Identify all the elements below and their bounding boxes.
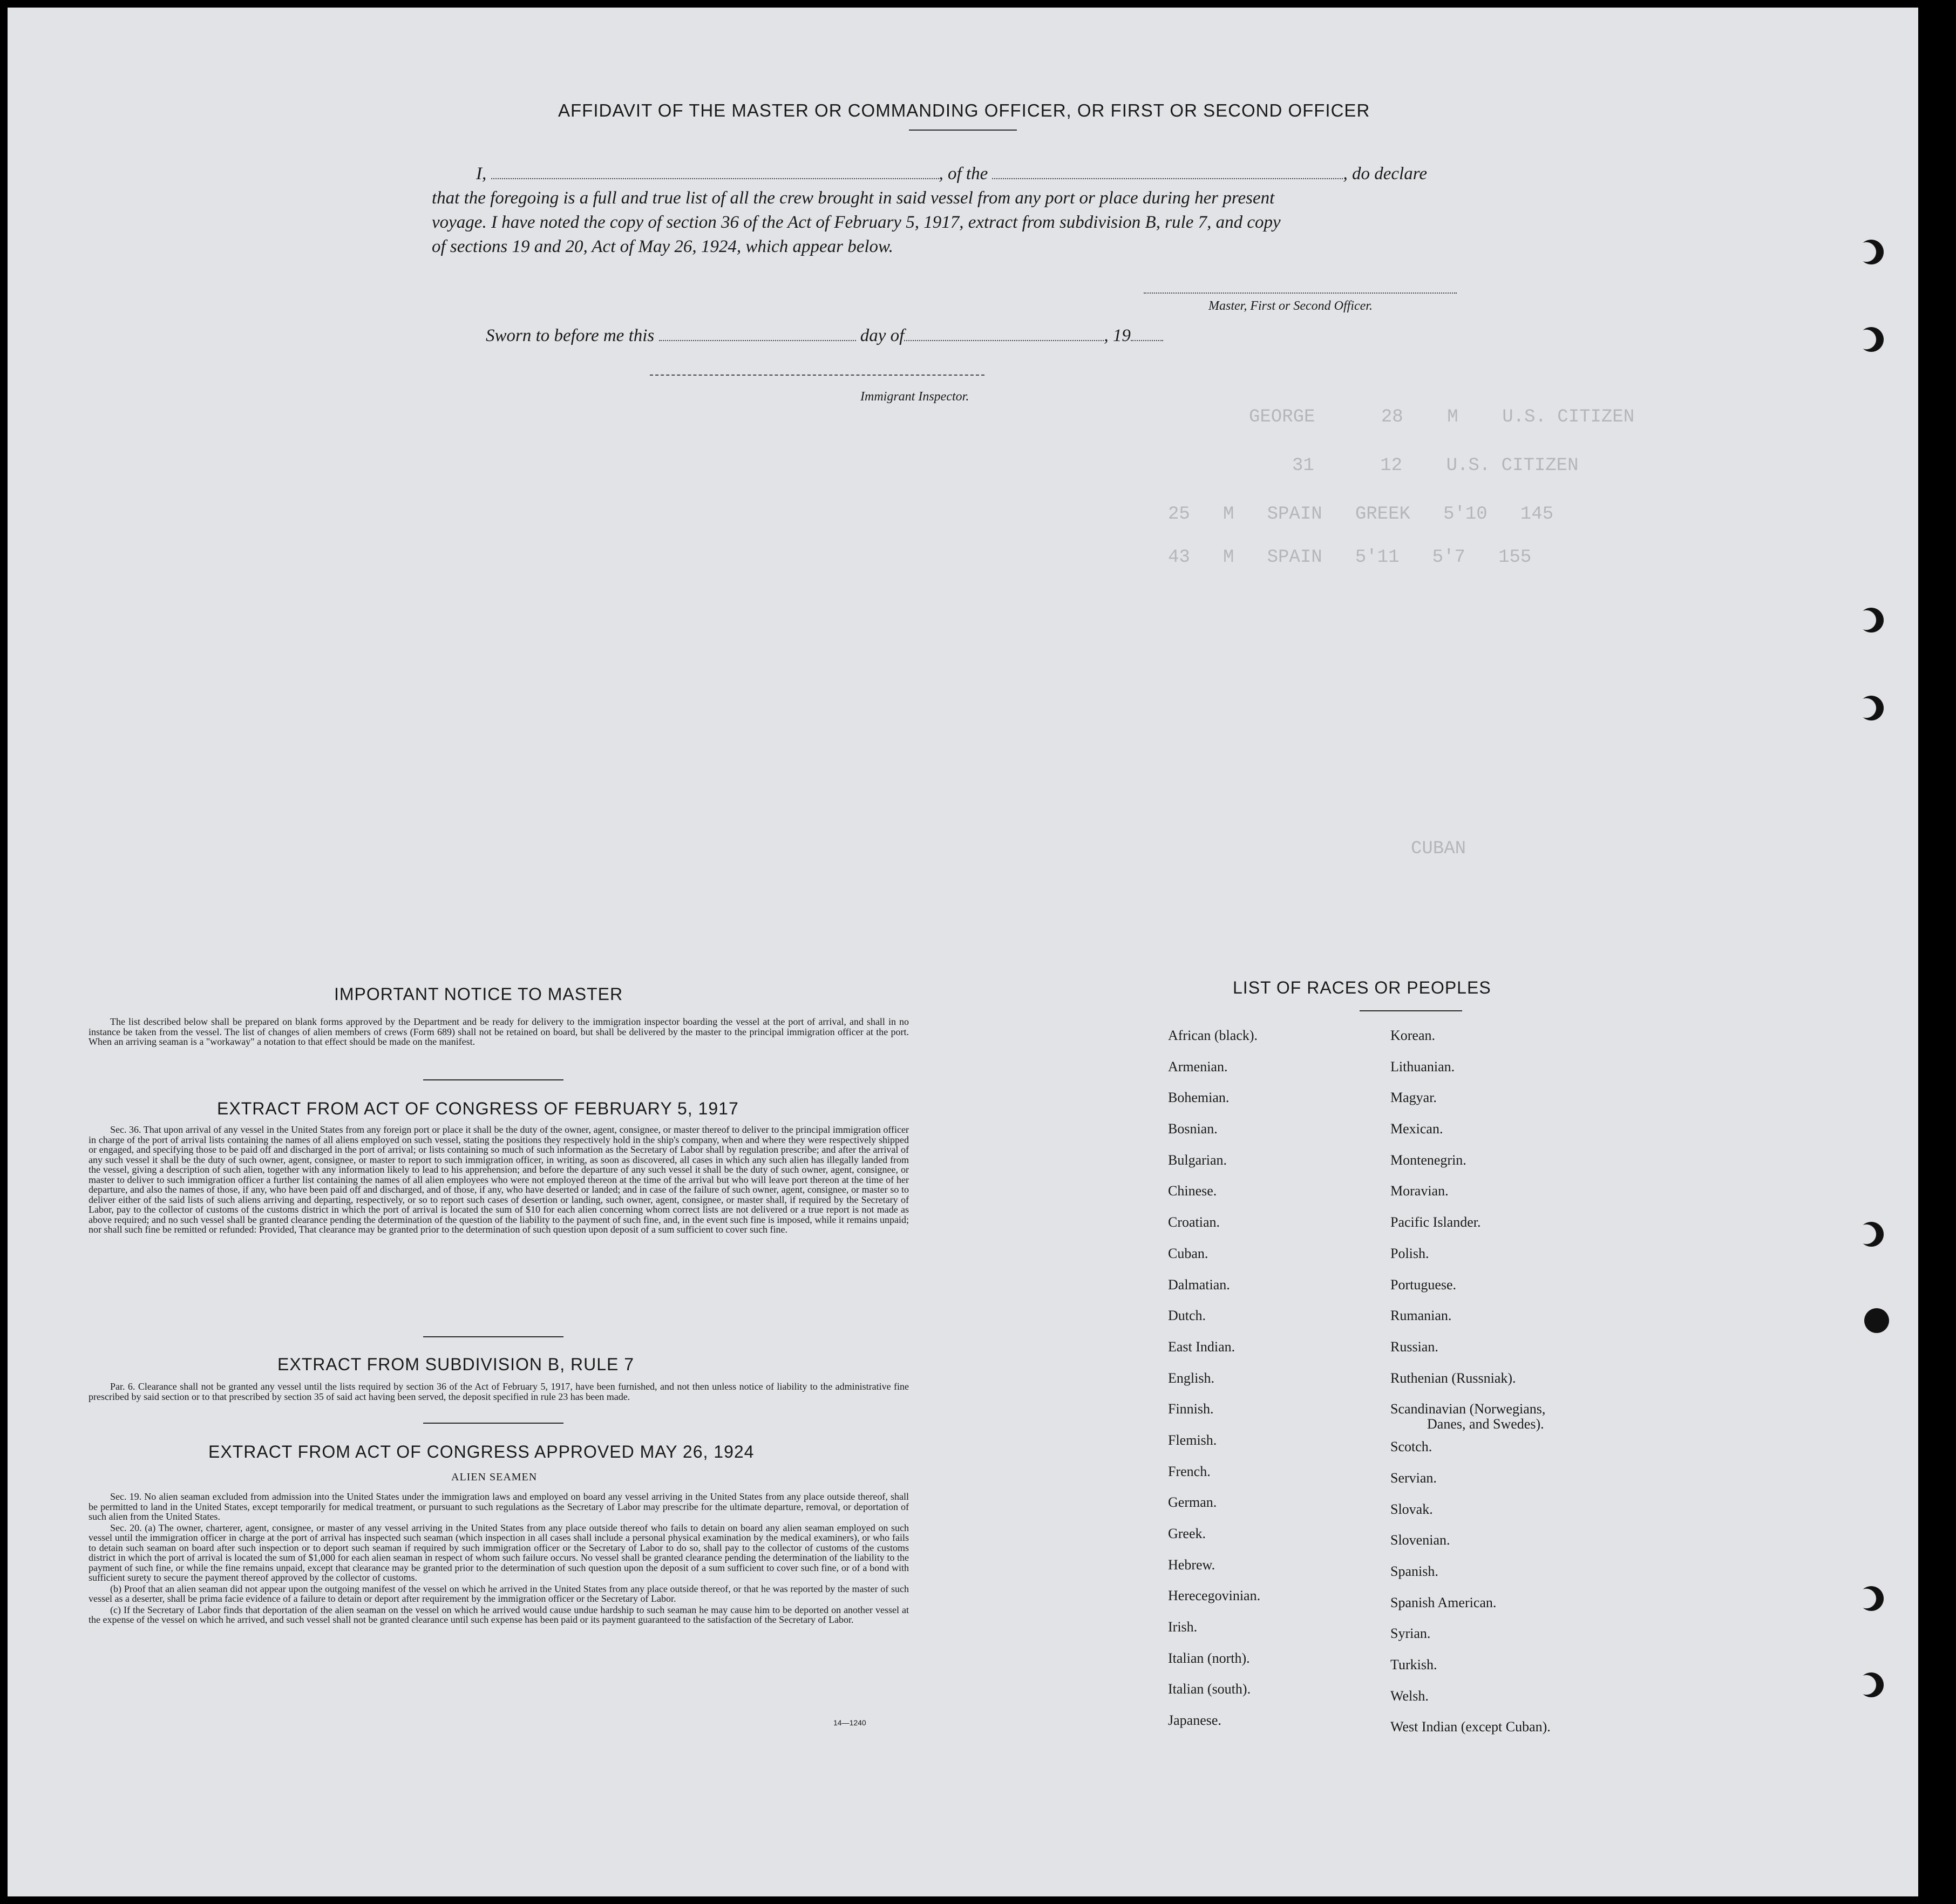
race-item: Turkish. bbox=[1390, 1657, 1437, 1673]
section-rule bbox=[423, 1079, 563, 1080]
section-20a-paragraph: Sec. 20. (a) The owner, charterer, agent, consignee, or master of any vessel arriving in the United States from any place outside thereof who fails to detain on board any alien seaman employed on such vessel until the immigration officer in charge at the port of arrival has inspected such seaman (which inspection in all cases shall include a personal physical examination by the medical examiners), or who fails to detain such seaman on board after such inspection or to deport such seaman if required by such immigration officer or the Secretary of Labor to do so, shall pay to the collector of customs of the customs district in which the port of arrival is located the sum of $1,000 for each alien seaman in respect of whom such failure occurs. No vessel shall be granted clearance pending the determination of the liability to the payment of such fine, or while the fine remains unpaid, except that clearance may be granted prior to the determination of such question upon the deposit of a sum sufficient to cover such fine, or of a bond with sufficient surety to secure the payment thereof approved by the collector of customs. bbox=[89, 1522, 909, 1583]
section-19-paragraph: Sec. 19. No alien seaman excluded from admission into the United States under the immigration laws and employed on board any vessel arriving in the United States from any place outside thereof, shall be permitted to land in the United States, except temporarily for medical treatment, or pursuant to such regulations as the Secretary of Labor may prescribe for the ultimate departure, removal, or deportation of such alien from the United States. bbox=[89, 1491, 909, 1522]
declarant-name-field[interactable] bbox=[491, 178, 939, 179]
extract-rule7-text bbox=[89, 1382, 909, 1403]
race-item: Spanish American. bbox=[1390, 1594, 1497, 1610]
race-item: Lithuanian. bbox=[1390, 1058, 1455, 1075]
race-item: Italian (south). bbox=[1168, 1681, 1251, 1697]
race-item: Irish. bbox=[1168, 1619, 1198, 1635]
race-item: Bosnian. bbox=[1168, 1121, 1218, 1137]
sworn-year-field[interactable] bbox=[1131, 339, 1163, 341]
binder-hole bbox=[1859, 1586, 1884, 1611]
race-item: Slovenian. bbox=[1390, 1532, 1450, 1548]
race-item: Spanish. bbox=[1390, 1563, 1438, 1579]
race-item: Japanese. bbox=[1168, 1712, 1221, 1729]
day-of-label: day of bbox=[860, 326, 905, 345]
extract-1924-text bbox=[89, 1492, 909, 1626]
race-item: African (black). bbox=[1168, 1028, 1258, 1043]
document-page bbox=[8, 8, 1918, 1896]
section-20c-paragraph: (c) If the Secretary of Labor finds that deportation of the alien seaman on the vessel on which he arrived would cause undue hardship to such seaman he may cause him to be deported on another vessel at the expense of the vessel on which he arrived, and such vessel shall not be granted clearance until such expense has been paid or its payment guaranteed to the satisfaction of the Secretary of Labor. bbox=[89, 1604, 909, 1625]
sworn-month-field[interactable] bbox=[904, 339, 1104, 341]
races-title: LIST OF RACES OR PEOPLES bbox=[1233, 978, 1491, 997]
races-title-rule bbox=[1360, 1010, 1462, 1011]
binder-hole bbox=[1859, 1672, 1884, 1697]
race-item: Russian. bbox=[1390, 1338, 1438, 1355]
extract-1917-text bbox=[89, 1125, 909, 1236]
binder-hole bbox=[1859, 240, 1884, 264]
race-item: Herecegovinian. bbox=[1168, 1588, 1261, 1604]
race-item: Scotch. bbox=[1390, 1439, 1432, 1455]
vessel-name-field[interactable] bbox=[992, 178, 1343, 179]
notice-text bbox=[89, 1017, 909, 1048]
bleed-through-marks: GEORGE 28 M U.S. CITIZEN bbox=[1249, 407, 1635, 427]
race-item: Moravian. bbox=[1390, 1183, 1449, 1199]
section-rule bbox=[423, 1336, 563, 1337]
par-6-paragraph: Par. 6. Clearance shall not be granted any vessel until the lists required by section 36 of the Act of February 5, 1917, have been furnished, and not then unless notice of liability to the administrative fine prescribed by said section or to that prescribed by section 35 of said act having been served, the deposit specified in rule 23 has been made. bbox=[89, 1381, 909, 1402]
notice-paragraph: The list described below shall be prepared on blank forms approved by the Department and be ready for delivery to the immigration inspector boarding the vessel at the port of arrival, and shall in no instance be taken from the vessel. The list of changes of alien members of crews (Form 689) shall not be retained on board, but shall be delivered by the master to the principal immigration officer at the port. When an arriving seaman is a "workaway" a notation to that effect should be made on the manifest. bbox=[89, 1016, 909, 1047]
race-item: English. bbox=[1168, 1370, 1214, 1386]
binder-hole bbox=[1859, 327, 1884, 352]
binder-hole bbox=[1859, 608, 1884, 633]
section-20b-paragraph: (b) Proof that an alien seaman did not appear upon the outgoing manifest of the vessel on which he arrived in the United States from any place outside thereof, or that he was reported by the master of such vessel as a deserter, shall be prima facie evidence of a failure to detain or deport after requirement by the immigration officer or the Secretary of Labor. bbox=[89, 1583, 909, 1604]
race-item-continued: Danes, and Swedes). bbox=[1427, 1416, 1544, 1432]
race-item: Dalmatian. bbox=[1168, 1276, 1230, 1293]
affidavit-line-4: of sections 19 and 20, Act of May 26, 1924, which appear below. bbox=[432, 237, 893, 256]
race-item: Chinese. bbox=[1168, 1183, 1217, 1199]
race-item: Flemish. bbox=[1168, 1432, 1217, 1448]
title-rule bbox=[909, 130, 1017, 131]
race-item: Hebrew. bbox=[1168, 1556, 1215, 1573]
binder-hole bbox=[1859, 696, 1884, 720]
alien-seamen-subtitle: ALIEN SEAMEN bbox=[451, 1471, 538, 1483]
year-label: , 19 bbox=[1104, 326, 1131, 345]
race-item: Bulgarian. bbox=[1168, 1152, 1227, 1168]
sworn-line bbox=[486, 326, 1163, 346]
race-item: Mexican. bbox=[1390, 1121, 1443, 1137]
bleed-through-marks-5: CUBAN bbox=[1411, 839, 1466, 859]
race-item: Italian (north). bbox=[1168, 1650, 1250, 1666]
affidavit-line-3: voyage. I have noted the copy of section 36 of the Act of February 5, 1917, extract from subdivision B, rule 7, and copy bbox=[432, 213, 1281, 232]
race-item: Armenian. bbox=[1168, 1058, 1228, 1075]
declarant-prefix: I, bbox=[476, 164, 487, 183]
race-item: Ruthenian (Russniak). bbox=[1390, 1370, 1516, 1386]
race-item: Rumanian. bbox=[1390, 1308, 1452, 1324]
bleed-through-marks-2: 31 12 U.S. CITIZEN bbox=[1292, 455, 1579, 476]
inspector-signature-line[interactable] bbox=[650, 375, 984, 376]
sworn-label: Sworn to before me this bbox=[486, 326, 655, 345]
extract-1924-title: EXTRACT FROM ACT OF CONGRESS APPROVED MAY 26, 1924 bbox=[208, 1442, 755, 1461]
race-item: Pacific Islander. bbox=[1390, 1214, 1481, 1230]
inspector-signature-label: Immigrant Inspector. bbox=[860, 390, 969, 404]
race-item: Slovak. bbox=[1390, 1501, 1433, 1517]
race-item: Bohemian. bbox=[1168, 1090, 1230, 1106]
race-item: Polish. bbox=[1390, 1245, 1429, 1261]
race-item: French. bbox=[1168, 1463, 1211, 1479]
extract-1917-title: EXTRACT FROM ACT OF CONGRESS OF FEBRUARY 5, 1917 bbox=[217, 1099, 739, 1118]
race-item: Magyar. bbox=[1390, 1090, 1437, 1106]
affidavit-line-1 bbox=[476, 164, 1427, 184]
bleed-through-marks-4: 43 M SPAIN 5'11 5'7 155 bbox=[1168, 547, 1532, 568]
race-item: Korean. bbox=[1390, 1028, 1436, 1043]
race-item: German. bbox=[1168, 1494, 1217, 1511]
affidavit-title: AFFIDAVIT OF THE MASTER OR COMMANDING OFFICER, OR FIRST OR SECOND OFFICER bbox=[558, 100, 1370, 120]
race-item: Portuguese. bbox=[1390, 1276, 1457, 1293]
race-item: Syrian. bbox=[1390, 1626, 1431, 1642]
race-item: Servian. bbox=[1390, 1470, 1437, 1486]
of-the-label: , of the bbox=[939, 164, 988, 183]
do-declare-label: , do declare bbox=[1343, 164, 1427, 183]
race-item: West Indian (except Cuban). bbox=[1390, 1719, 1551, 1735]
binder-hole bbox=[1864, 1308, 1889, 1333]
bleed-through-marks-3: 25 M SPAIN GREEK 5'10 145 bbox=[1168, 504, 1554, 525]
master-signature-line[interactable] bbox=[1144, 293, 1457, 294]
form-number: 14—1240 bbox=[833, 1718, 866, 1727]
sworn-day-field[interactable] bbox=[659, 339, 856, 341]
race-item: East Indian. bbox=[1168, 1338, 1235, 1355]
race-item: Cuban. bbox=[1168, 1245, 1208, 1261]
race-item: Finnish. bbox=[1168, 1401, 1214, 1417]
notice-title: IMPORTANT NOTICE TO MASTER bbox=[334, 984, 623, 1004]
section-rule bbox=[423, 1423, 563, 1424]
extract-rule7-title: EXTRACT FROM SUBDIVISION B, RULE 7 bbox=[277, 1355, 635, 1374]
races-left-column bbox=[1168, 1028, 1260, 1744]
races-right-column bbox=[1390, 1028, 1551, 1750]
race-item: Dutch. bbox=[1168, 1308, 1206, 1324]
section-36-paragraph: Sec. 36. That upon arrival of any vessel in the United States from any foreign port or place it shall be the duty of the owner, agent, consignee, or master thereof to deliver to the principal immigration officer in charge of the port of arrival lists containing the names of all aliens employed on such vessel, stating the positions they respectively hold in the ship's company, when and where they were respectively shipped or engaged, and specifying those to be paid off and discharged in the port of arrival; or lists containing so much of such information as the Secretary of Labor shall by regulation prescribe; and after the arrival of any such vessel it shall be the duty of such owner, agent, consignee, or master to report to such immigration officer, in writing, as soon as discovered, all cases in which any such alien has illegally landed from the vessel, giving a description of such alien, together with any information likely to lead to his apprehension; and before the departure of any such vessel it shall be the duty of such owner, agent, consignee, or master to deliver to such immigration officer a further list containing the names of all alien employees who were not employed thereon at the time of the arrival but who will leave port thereon at the time of her departure, and also the names of those, if any, who have been paid off and discharged, and of those, if any, who have deserted or landed; and in case of the failure of such owner, agent, consignee, or master so to deliver either of the said lists of such aliens arriving and departing, respectively, or so to report such cases of desertion or landing, such owner, agent, consignee, or master shall, if required by the Secretary of Labor, pay to the collector of customs of the customs district in which the port of arrival is located the sum of $10 for each alien concerning whom correct lists are not delivered or a true report is not made as above required; and no such vessel shall be granted clearance pending the determination of the question of the liability to the payment of such fine, and, in the event such fine is imposed, while it remains unpaid; nor shall such fine be remitted or refunded: Provided, That clearance may be granted prior to the determination of such question upon deposit of a sum sufficient to cover such fine. bbox=[89, 1124, 909, 1235]
race-item: Greek. bbox=[1168, 1526, 1206, 1541]
race-item: Welsh. bbox=[1390, 1688, 1429, 1704]
affidavit-line-2: that the foregoing is a full and true list of all the crew brought in said vessel from any port or place during her present bbox=[432, 188, 1275, 208]
race-item: Croatian. bbox=[1168, 1214, 1220, 1230]
race-item: Scandinavian (Norwegians, bbox=[1390, 1401, 1546, 1417]
binder-hole bbox=[1859, 1222, 1884, 1247]
race-item: Montenegrin. bbox=[1390, 1152, 1466, 1168]
master-signature-label: Master, First or Second Officer. bbox=[1208, 299, 1373, 313]
